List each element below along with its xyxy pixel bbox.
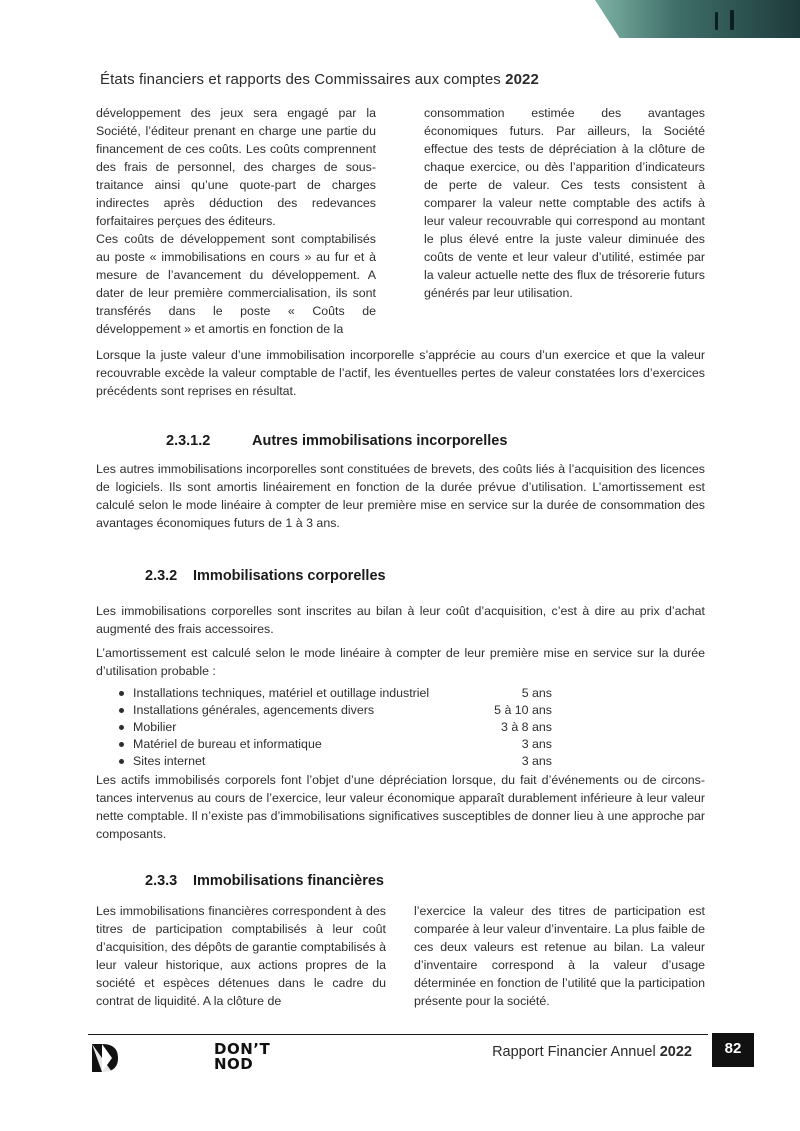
page-number-badge: 82: [712, 1033, 754, 1067]
dev-costs-paragraph-left: développement des jeux sera engagé par la Société, l’éditeur prenant en charge une partie du financement de ces coûts. Les coûts comprennent des frais de personnel, des charges de sous-traitance ainsi qu’une quote-part de charges indirectes après déduction des redevances forfaitaires perçues des éditeurs.: [96, 106, 376, 228]
dontnod-logo-icon: [90, 1042, 120, 1074]
footer-year: 2022: [659, 1044, 692, 1060]
dev-costs-paragraph-left-2: Ces coûts de développement sont comptabilisés au poste « immobilisations en cours » au fur et à mesure de l’avancement du développement. A dater de leur première commercialisation, ils sont transférés dans le poste « Coûts de développement » et amortis en fonction de la: [96, 232, 376, 336]
dontnod-logo: [90, 1040, 271, 1074]
section-heading-232: [145, 568, 386, 584]
header-title-text: États financiers et rapports des Commissaires aux comptes: [100, 71, 501, 88]
list-item: [116, 736, 556, 753]
item-label: Matériel de bureau et informatique: [133, 737, 322, 751]
list-item: [116, 719, 556, 736]
silhouette-figure: [715, 12, 718, 30]
header-year: 2022: [505, 71, 539, 88]
financial-assets-paragraph-left: Les immobilisations financières correspondent à des titres de participation comptabilisés à leur coût d’acquisition, des dépôts de garantie comptabilisés à leur valeur historique, aux actions propres de la société et espèces détenues dans le cadre du contrat de liquidité. A la clôture de: [96, 904, 386, 1008]
tangible-assets-paragraph-1: Les immobilisations corporelles sont inscrites au bilan à leur coût d’acquisition, c’est à dire au prix d’achat augmenté des frais accessoires.: [96, 604, 705, 636]
item-label: Mobilier: [133, 720, 177, 734]
list-item: [116, 702, 556, 719]
tangible-assets-paragraph-2: L’amortissement est calculé selon le mode linéaire à compter de leur première mise en service sur la durée d’utilisation probable :: [96, 646, 705, 678]
item-value: 3 ans: [521, 737, 552, 751]
section-number: 2.3.3: [145, 873, 178, 889]
section-title: Immobilisations financières: [193, 873, 384, 889]
dev-costs-paragraph-right: consommation estimée des avantages économiques futurs. Par ailleurs, la Société effectue des tests de dépréciation à la clôture de chaque exercice, ou dès l’apparition d’indicateurs de perte de valeur. Ces tests consistent à comparer la valeur nette comptable des actifs à leur valeur recouvrable qui correspond au montant le plus élevé entre la juste valeur diminuée des coûts de vente et leur valeur d’utilité, estimée par la valeur actuelle nette des flux de trésorerie futurs générés par leur utilisation.: [424, 106, 705, 300]
item-value: 5 ans: [521, 686, 552, 700]
item-value: 3 ans: [521, 754, 552, 768]
depreciation-duration-list: [116, 685, 556, 770]
section-heading-233: [145, 873, 384, 889]
header-corner-artwork: [595, 0, 800, 38]
list-item: [116, 753, 556, 770]
item-label: Installations techniques, matériel et outillage industriel: [133, 686, 430, 700]
item-label: Installations générales, agencements divers: [133, 703, 375, 717]
logo-text-line1: DON’T: [214, 1040, 271, 1058]
section-number: 2.3.1.2: [166, 433, 211, 449]
item-value: 3 à 8 ans: [501, 720, 552, 734]
section-title: Autres immobilisations incorporelles: [252, 433, 508, 449]
financial-assets-paragraph-right: l’exercice la valeur des titres de participation est comparée à leur valeur d’inventaire. La plus faible de ces deux valeurs est retenue au bilan. La valeur d’inventaire correspond à la valeur d’usage déterminée en fonction de l’utilité que la participation présente pour la société.: [414, 904, 705, 1008]
logo-text-line2: NOD: [214, 1055, 254, 1073]
impairment-paragraph: Les actifs immobilisés corporels font l’objet d’une dépréciation lorsque, du fait d’événements ou de circons-tances intervenus au cours de l’exercice, leur valeur économique apparaît durablement inférieure à leur valeur nette comptable. Il n’existe pas d’immobilisations significatives susceptibles de donner lieu à une approche par composants.: [96, 773, 705, 841]
list-item: [116, 685, 556, 702]
footer-report-text: Rapport Financier Annuel: [492, 1044, 656, 1060]
section-title: Immobilisations corporelles: [193, 568, 386, 584]
section-number: 2.3.2: [145, 568, 178, 584]
footer-report-title: [492, 1044, 692, 1060]
page-header-title: [100, 71, 539, 88]
item-label: Sites internet: [133, 754, 206, 768]
section-heading-2312: [166, 433, 507, 449]
footer-divider: [88, 1034, 708, 1035]
fair-value-paragraph: Lorsque la juste valeur d’une immobilisation incorporelle s’apprécie au cours d’un exercice et que la valeur recouvrable excède la valeur comptable de l’actif, les éventuelles pertes de valeur constatées lors d’exercices précédents sont reprises en résultat.: [96, 348, 705, 398]
item-value: 5 à 10 ans: [494, 703, 552, 717]
silhouette-figure: [730, 10, 734, 30]
other-intangibles-paragraph: Les autres immobilisations incorporelles sont constituées de brevets, des coûts liés à l’acquisition des licences de logiciels. Ils sont amortis linéairement en fonction de la durée prévue d’utilisation. L’amortissement est calculé selon le mode linéaire à compter de leur première mise en service sur la durée de consommation des avantages économiques futurs de 1 à 3 ans.: [96, 462, 705, 530]
